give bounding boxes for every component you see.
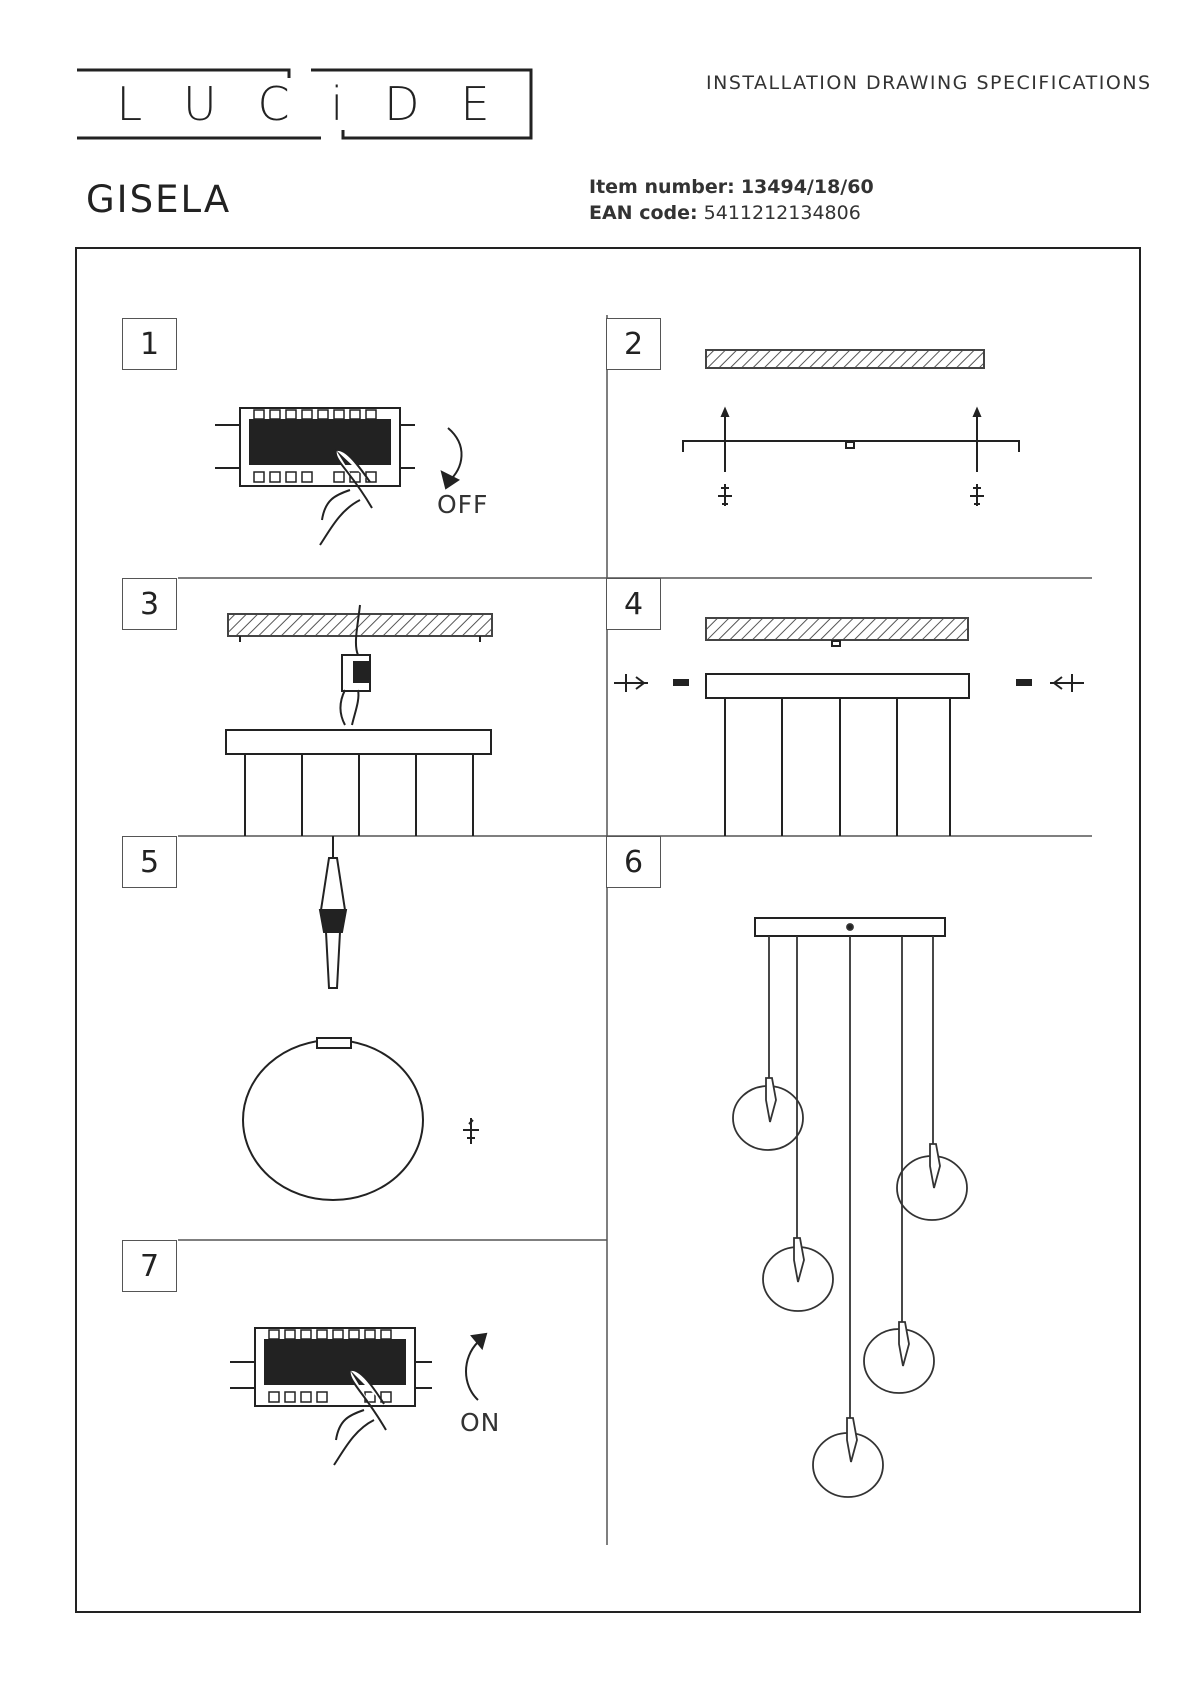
on-label: ON	[460, 1408, 501, 1437]
anchor-plug-icon	[718, 484, 732, 506]
step-number-2: 2	[606, 318, 661, 370]
logo-letter: U	[182, 77, 219, 131]
logo-letter: C	[257, 77, 292, 131]
step-number-5: 5	[122, 836, 177, 888]
product-name: GISELA	[86, 178, 232, 221]
globe-shade	[733, 1078, 803, 1150]
step-number-6: 6	[606, 836, 661, 888]
logo-letter: L	[116, 77, 145, 131]
globe-shade	[813, 1418, 883, 1497]
mounting-bracket-illustration	[683, 350, 1019, 506]
breaker-panel-off-illustration	[215, 408, 462, 545]
breaker-panel-on-illustration	[230, 1328, 486, 1465]
ean-code-value: 5411212134806	[703, 202, 861, 224]
globe-shade	[763, 1238, 833, 1311]
ean-code-label: EAN code:	[589, 202, 698, 224]
glass-shade-illustration	[243, 836, 479, 1200]
globe-shade	[864, 1322, 934, 1393]
globe-shade	[897, 1144, 967, 1220]
step-number-1: 1	[122, 318, 177, 370]
finished-pendant-illustration	[733, 918, 967, 1497]
anchor-plug-icon	[970, 484, 984, 506]
off-label: OFF	[437, 490, 489, 519]
logo-letter: D	[384, 77, 422, 131]
wiring-connection-illustration	[226, 605, 492, 836]
document-type: INSTALLATION DRAWING SPECIFICATIONS	[706, 72, 1152, 94]
item-number-value: 13494/18/60	[740, 176, 874, 198]
item-number-label: Item number:	[589, 176, 735, 198]
screw-icon	[1050, 674, 1084, 692]
screw-icon	[614, 674, 648, 692]
anchor-plug-icon	[463, 1118, 479, 1144]
logo-letter: E	[460, 77, 492, 131]
step-number-4: 4	[606, 578, 661, 630]
canopy-fixing-illustration	[614, 618, 1084, 836]
step-number-7: 7	[122, 1240, 177, 1292]
step-number-3: 3	[122, 578, 177, 630]
logo-letter: i	[330, 77, 346, 131]
